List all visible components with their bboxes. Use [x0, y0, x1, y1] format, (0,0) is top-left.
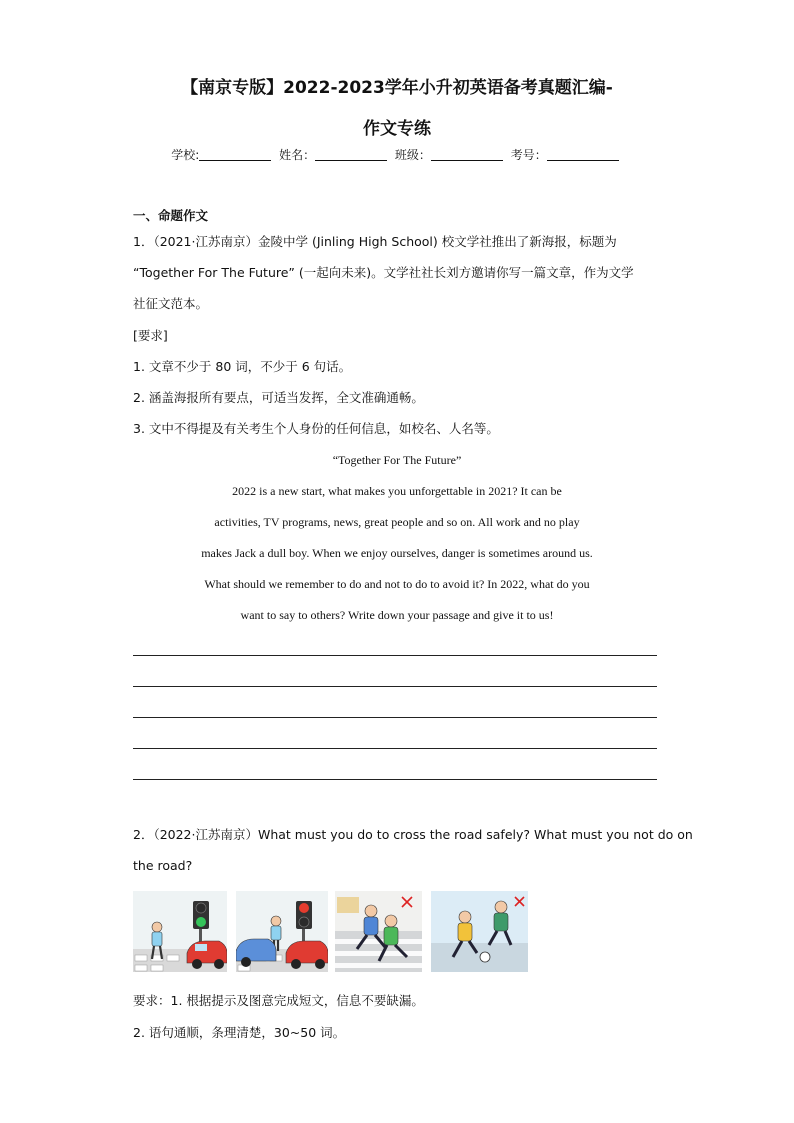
student-info-row [0, 146, 794, 163]
page-subtitle: 作文专练 [363, 119, 431, 139]
poster-line: 2022 is a new start, what makes you unforgettable in 2021? It can be [232, 484, 562, 498]
q2-requirement: 要求：1. 根据提示及图意完成短文，信息不要缺漏。 [133, 993, 424, 1008]
q1-text-line: 1．（2021·江苏南京）金陵中学 (Jinling High School) 校文学社推出了新海报，标题为 [133, 234, 617, 249]
school-label: 学校: [171, 148, 200, 162]
poster-line: What should we remember to do and not to do to avoid it? In 2022, what do you [204, 577, 590, 591]
q1-text-line: “Together For The Future” (一起向未来)。文学社社长刘方邀请你写一篇文章，作为文学 [133, 265, 634, 280]
kids-playing-football-image [431, 891, 528, 972]
name-blank[interactable] [315, 148, 387, 161]
answer-line[interactable] [133, 686, 657, 687]
q2-requirement: 2. 语句通顺，条理清楚，30~50 词。 [133, 1025, 346, 1040]
q1-requirement: 2. 涵盖海报所有要点，可适当发挥，全文准确通畅。 [133, 390, 424, 405]
q1-requirements-heading: [要求] [133, 328, 168, 343]
boys-running-across-road-image [335, 891, 422, 972]
school-blank[interactable] [199, 148, 271, 161]
name-label: 姓名： [279, 148, 316, 162]
poster-line: makes Jack a dull boy. When we enjoy ourselves, danger is sometimes around us. [201, 546, 593, 560]
number-blank[interactable] [547, 148, 619, 161]
page-title: 【南京专版】2022-2023学年小升初英语备考真题汇编- [181, 78, 613, 98]
q2-text-line: the road? [133, 858, 193, 873]
number-label: 考号： [510, 148, 547, 162]
q1-requirement: 1. 文章不少于 80 词，不少于 6 句话。 [133, 359, 352, 374]
answer-line[interactable] [133, 779, 657, 780]
poster-title: “Together For The Future” [332, 453, 462, 467]
answer-line[interactable] [133, 748, 657, 749]
section-heading: 一、命题作文 [133, 208, 209, 223]
q2-text-line: 2．（2022·江苏南京）What must you do to cross the road safely? What must you not do on [133, 827, 693, 842]
class-blank[interactable] [431, 148, 503, 161]
poster-line: want to say to others? Write down your passage and give it to us! [240, 608, 554, 622]
answer-line[interactable] [133, 717, 657, 718]
class-label: 班级： [394, 148, 431, 162]
q1-requirement: 3. 文中不得提及有关考生个人身份的任何信息，如校名、人名等。 [133, 421, 499, 436]
pedestrian-red-light-image [236, 891, 328, 972]
pedestrian-green-light-image [133, 891, 227, 972]
q1-text-line: 社征文范本。 [133, 296, 209, 311]
answer-line[interactable] [133, 655, 657, 656]
poster-line: activities, TV programs, news, great people and so on. All work and no play [214, 515, 580, 529]
